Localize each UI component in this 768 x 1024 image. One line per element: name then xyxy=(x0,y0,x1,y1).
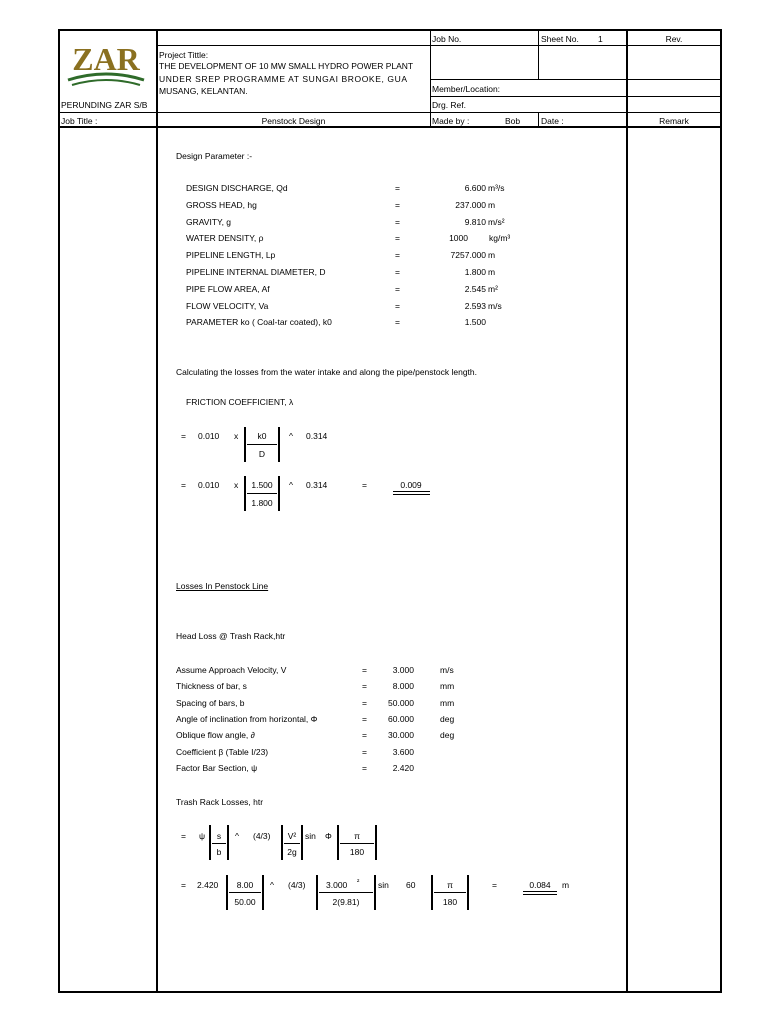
eq2-exp: 0.314 xyxy=(306,480,328,490)
friction-result: 0.009 xyxy=(400,480,422,490)
member-label: Member/Location: xyxy=(432,84,501,94)
col-divider-4 xyxy=(626,29,628,993)
eq1-frac-line xyxy=(247,444,277,445)
param-label: PIPELINE INTERNAL DIAMETER, D xyxy=(186,267,326,277)
hline-2 xyxy=(157,45,430,46)
f1-v2: V² xyxy=(287,831,297,841)
f1-vg-line xyxy=(284,843,300,844)
trash-heading: Head Loss @ Trash Rack,htr xyxy=(176,631,286,641)
col-divider-3b xyxy=(538,112,539,127)
made-by-label: Made by : xyxy=(432,116,470,126)
param-label: Assume Approach Velocity, V xyxy=(176,665,287,675)
eq2-equals: = xyxy=(181,480,186,490)
sheet-no-value: 1 xyxy=(598,34,603,44)
param-unit: m² xyxy=(488,283,498,294)
f2-sin: sin xyxy=(378,880,389,890)
hline-1 xyxy=(430,45,722,46)
param-equals: = xyxy=(395,183,400,193)
param-label: FLOW VELOCITY, Va xyxy=(186,300,269,311)
hline-3 xyxy=(430,79,722,80)
param-value: 7257.000 xyxy=(450,250,486,261)
param-value: 1.500 xyxy=(464,317,486,328)
f1-b: b xyxy=(216,847,222,857)
f2-phi: 60 xyxy=(406,880,416,890)
eq1-pow: ^ xyxy=(289,431,293,441)
param-label: WATER DENSITY, ρ xyxy=(186,233,264,244)
param-equals: = xyxy=(395,317,400,328)
f1-s: s xyxy=(216,831,222,841)
drg-label: Drg. Ref. xyxy=(432,100,467,110)
param-equals: = xyxy=(395,283,400,294)
trash-losses-label: Trash Rack Losses, htr xyxy=(176,797,264,807)
project-line-2: UNDER SREP PROGRAMME AT SUNGAI BROOKE, GUA xyxy=(159,74,408,84)
f1-sb-line xyxy=(212,843,226,844)
param-unit: m xyxy=(488,267,496,277)
date-label: Date : xyxy=(541,116,564,126)
eq2-equals-2: = xyxy=(362,480,367,490)
param-equals: = xyxy=(362,762,367,773)
f2-vg-line xyxy=(319,892,373,893)
param-value: 60.000 xyxy=(388,713,414,724)
trash-result: 0.084 xyxy=(529,880,551,890)
param-label: PIPELINE LENGTH, Lp xyxy=(186,250,276,261)
param-value: 3.000 xyxy=(392,665,414,675)
hline-6 xyxy=(58,126,722,128)
f2-b: 50.00 xyxy=(234,897,256,907)
param-unit: deg xyxy=(440,730,455,741)
param-label: GRAVITY, g xyxy=(186,216,232,227)
f1-sin: sin xyxy=(305,831,316,841)
f2-equals-2: = xyxy=(492,880,497,890)
sheet-no-label: Sheet No. xyxy=(541,34,579,44)
param-value: 2.593 xyxy=(464,300,486,311)
eq2-frac-line xyxy=(247,493,277,494)
design-heading: Design Parameter :- xyxy=(176,151,253,161)
eq1-num: k0 xyxy=(257,431,267,441)
param-label: Coefficient β (Table I/23) xyxy=(176,746,269,757)
eq1-times: x xyxy=(234,431,239,441)
rev-label: Rev. xyxy=(665,34,683,44)
param-value: 3.600 xyxy=(392,746,414,757)
col-divider-3 xyxy=(538,29,539,79)
f2-pi: π xyxy=(447,880,453,890)
param-value: 8.000 xyxy=(392,681,414,692)
param-unit: kg/m³ xyxy=(489,233,511,244)
friction-heading: FRICTION COEFFICIENT, λ xyxy=(186,397,294,407)
friction-intro: Calculating the losses from the water intake and along the pipe/penstock length. xyxy=(176,367,477,377)
param-value: 2.545 xyxy=(464,283,486,294)
param-equals: = xyxy=(395,267,400,277)
param-value: 30.000 xyxy=(388,730,414,741)
trash-result-underline-2 xyxy=(523,894,557,895)
friction-result-underline-1 xyxy=(393,491,430,492)
param-equals: = xyxy=(362,746,367,757)
eq2-pow: ^ xyxy=(289,480,293,490)
f1-equals: = xyxy=(181,831,186,841)
frame-right xyxy=(720,29,722,993)
f2-equals: = xyxy=(181,880,186,890)
param-equals: = xyxy=(362,713,367,724)
f2-pow: ^ xyxy=(270,880,274,890)
f2-exp: (4/3) xyxy=(288,880,306,890)
f2-psi: 2.420 xyxy=(197,880,219,890)
f1-psi: ψ xyxy=(199,831,206,841)
col-divider-1 xyxy=(156,29,158,993)
param-unit: m/s² xyxy=(488,216,505,227)
hline-4 xyxy=(430,96,722,97)
param-equals: = xyxy=(395,250,400,261)
eq2-num: 1.500 xyxy=(251,480,273,490)
losses-heading: Losses In Penstock Line xyxy=(176,581,269,591)
f2-s: 8.00 xyxy=(236,880,254,890)
param-value: 50.000 xyxy=(388,697,414,708)
param-value: 9.810 xyxy=(464,216,486,227)
f1-pow: ^ xyxy=(235,831,239,841)
param-label: Factor Bar Section, ψ xyxy=(176,762,258,773)
project-line-1: THE DEVELOPMENT OF 10 MW SMALL HYDRO POWER PLANT xyxy=(159,61,414,71)
param-equals: = xyxy=(395,216,400,227)
eq2-coef: 0.010 xyxy=(198,480,220,490)
job-title-label: Job Title : xyxy=(61,116,98,126)
param-equals: = xyxy=(362,730,367,741)
param-value: 1.800 xyxy=(464,267,486,277)
trash-result-unit: m xyxy=(562,880,570,890)
param-equals: = xyxy=(395,199,400,210)
param-unit: deg xyxy=(440,713,455,724)
param-value: 1000 xyxy=(449,233,468,244)
svg-text:ZAR: ZAR xyxy=(72,41,140,77)
f1-exp: (4/3) xyxy=(253,831,271,841)
friction-result-underline-2 xyxy=(393,494,430,495)
param-value: 6.600 xyxy=(464,183,486,193)
param-unit: m xyxy=(488,199,496,210)
param-equals: = xyxy=(395,300,400,311)
param-unit: m xyxy=(488,250,496,261)
param-value: 237.000 xyxy=(455,199,486,210)
hline-5 xyxy=(58,112,722,113)
param-equals: = xyxy=(395,233,400,244)
job-title-value: Penstock Design xyxy=(261,116,326,126)
f1-180: 180 xyxy=(349,847,365,857)
eq1-equals: = xyxy=(181,431,186,441)
trash-result-underline-1 xyxy=(523,891,557,892)
param-equals: = xyxy=(362,681,367,692)
f1-phi: Φ xyxy=(325,831,332,841)
f2-180: 180 xyxy=(442,897,458,907)
param-unit: m/s xyxy=(440,665,454,675)
f2-g2: 2(9.81) xyxy=(332,897,360,907)
made-by-value: Bob xyxy=(505,116,521,126)
eq2-den: 1.800 xyxy=(251,498,273,508)
project-label: Project Tittle: xyxy=(159,50,209,60)
param-unit: mm xyxy=(440,697,455,708)
f2-v2: 3.000 xyxy=(326,880,348,890)
f2-sq: ² xyxy=(357,879,360,886)
param-label: Oblique flow angle, ∂ xyxy=(176,730,255,741)
param-value: 2.420 xyxy=(392,762,414,773)
f2-pi-line xyxy=(434,892,466,893)
param-label: Thickness of bar, s xyxy=(176,681,247,692)
eq1-coef: 0.010 xyxy=(198,431,220,441)
param-equals: = xyxy=(362,665,367,675)
param-unit: m³/s xyxy=(488,183,505,193)
eq1-exp: 0.314 xyxy=(306,431,328,441)
param-equals: = xyxy=(362,697,367,708)
f1-pi: π xyxy=(354,831,360,841)
company-name: PERUNDING ZAR S/B xyxy=(61,100,148,110)
eq2-times: x xyxy=(234,480,239,490)
f1-pi-line xyxy=(340,843,374,844)
company-logo xyxy=(66,40,146,90)
param-unit: m/s xyxy=(488,300,502,311)
param-label: Angle of inclination from horizontal, Φ xyxy=(176,713,318,724)
param-label: GROSS HEAD, hg xyxy=(186,199,257,210)
frame-left xyxy=(58,29,60,993)
param-label: PARAMETER ko ( Coal-tar coated), k0 xyxy=(186,317,332,328)
f2-sb-line xyxy=(229,892,261,893)
eq1-den: D xyxy=(258,449,266,459)
f1-g2: 2g xyxy=(287,847,297,857)
remark-label: Remark xyxy=(659,116,689,126)
param-label: Spacing of bars, b xyxy=(176,697,245,708)
param-label: DESIGN DISCHARGE, Qd xyxy=(186,183,288,193)
param-label: PIPE FLOW AREA, Af xyxy=(186,283,270,294)
job-no-label: Job No. xyxy=(432,34,462,44)
param-unit: mm xyxy=(440,681,455,692)
project-line-3: MUSANG, KELANTAN. xyxy=(159,86,248,96)
